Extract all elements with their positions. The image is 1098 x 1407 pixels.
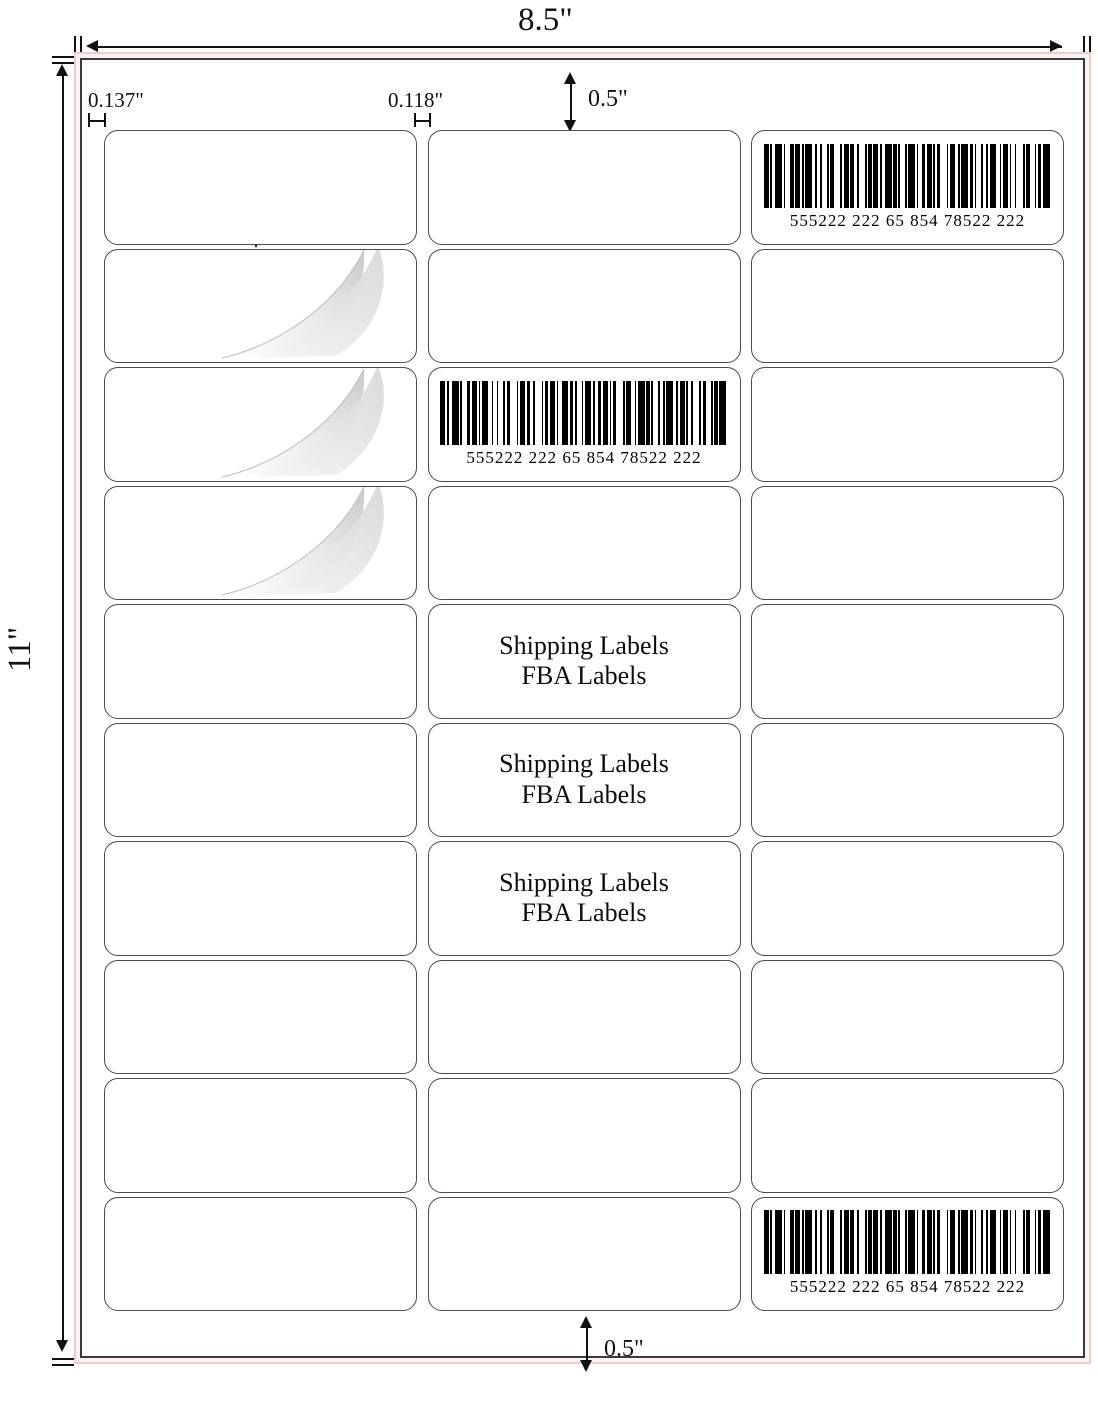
label-cell: [104, 367, 417, 482]
label-text-line-2: FBA Labels: [521, 898, 647, 928]
label-cell: [751, 1197, 1064, 1312]
barcode-bars: [440, 381, 727, 445]
sheet-width-label: 8.5": [518, 2, 573, 38]
label-cell: [751, 604, 1064, 719]
label-cell: [751, 130, 1064, 245]
label-text: [499, 868, 669, 929]
label-cell: [751, 1078, 1064, 1193]
peel-corner-illustration: [214, 486, 414, 598]
label-cell: [428, 841, 741, 956]
label-cell: [104, 723, 417, 838]
barcode-bars: [764, 144, 1051, 208]
barcode: [429, 368, 740, 481]
label-text-line-1: Shipping Labels: [499, 630, 669, 660]
peel-corner-illustration: [214, 367, 414, 479]
label-cell: [104, 249, 417, 364]
label-text-line-1: Shipping Labels: [499, 867, 669, 897]
bottom-margin-label: 0.5": [604, 1336, 644, 1362]
label-grid: [104, 130, 1061, 1315]
label-cell: [104, 1078, 417, 1193]
label-cell: [428, 367, 741, 482]
label-cell: [428, 486, 741, 601]
label-cell: [428, 960, 741, 1075]
barcode: [752, 1198, 1063, 1311]
label-cell: [104, 960, 417, 1075]
barcode-number: 555222 222 65 854 78522 222: [789, 1277, 1026, 1297]
barcode-bars: [764, 1210, 1051, 1274]
barcode: [752, 131, 1063, 244]
label-cell: [428, 1078, 741, 1193]
label-cell: [751, 723, 1064, 838]
label-cell: [751, 960, 1064, 1075]
label-cell: [751, 486, 1064, 601]
label-cell: [428, 1197, 741, 1312]
barcode-number: 555222 222 65 854 78522 222: [789, 210, 1026, 230]
label-cell: [751, 249, 1064, 364]
label-cell: [104, 841, 417, 956]
top-margin-label: 0.5": [588, 86, 628, 112]
label-text-line-1: Shipping Labels: [499, 749, 669, 779]
label-cell: [104, 130, 417, 245]
label-cell: [428, 723, 741, 838]
label-cell: [104, 486, 417, 601]
label-cell: [751, 367, 1064, 482]
label-cell: [428, 249, 741, 364]
peel-corner-illustration: [214, 249, 414, 361]
label-cell: [428, 604, 741, 719]
label-text: [499, 749, 669, 810]
barcode-number: 555222 222 65 854 78522 222: [466, 447, 702, 467]
label-cell: [104, 1197, 417, 1312]
label-text: [499, 631, 669, 692]
label-text-line-2: FBA Labels: [521, 779, 647, 809]
label-cell: [104, 604, 417, 719]
sheet-height-label: 11": [2, 626, 38, 672]
gutter-label: 0.118": [388, 88, 444, 112]
left-margin-label: 0.137": [88, 88, 144, 112]
label-cell: [428, 130, 741, 245]
label-text-line-2: FBA Labels: [521, 661, 647, 691]
label-cell: [751, 841, 1064, 956]
